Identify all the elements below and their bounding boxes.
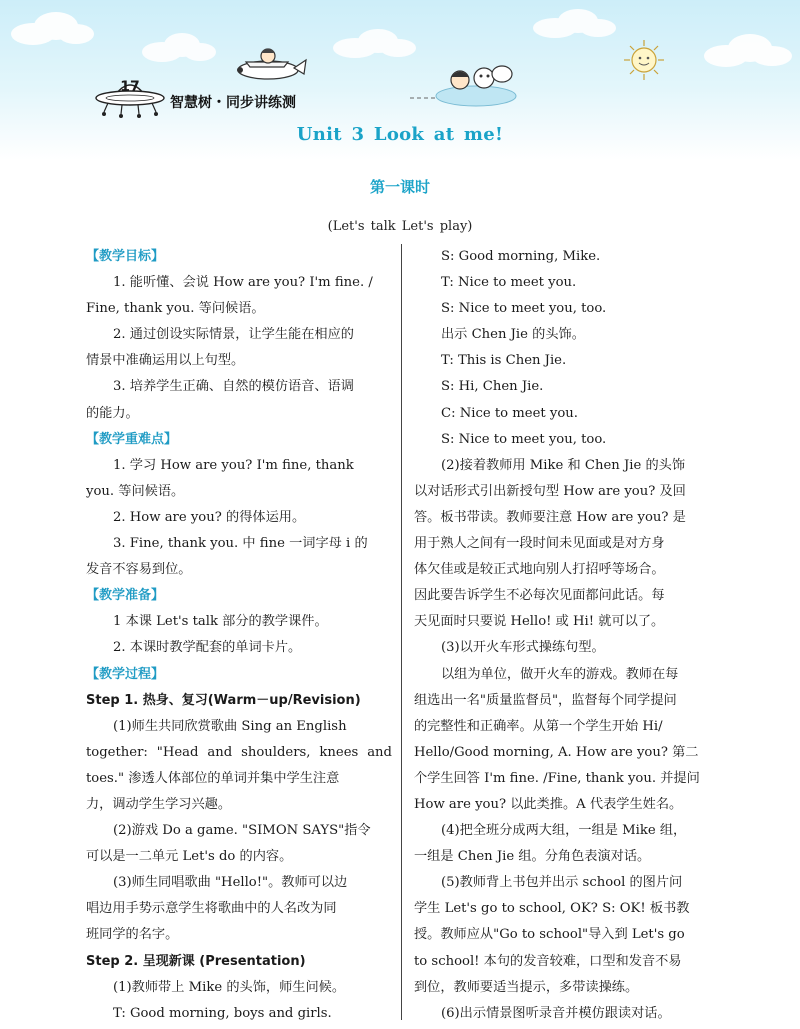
cloud-decoration: [8, 8, 98, 48]
text-line: 授。教师应从"Go to school"导入到 Let's go: [414, 927, 685, 943]
section-heading: 【教学重难点】: [86, 431, 178, 447]
text-line: (3)以开火车形式操练句型。: [441, 640, 605, 656]
text-line: T: Good morning, boys and girls.: [113, 1005, 332, 1021]
text-line: 出示 Chen Jie 的头饰。: [441, 327, 585, 343]
text-line: 班同学的名字。: [86, 927, 179, 943]
text-line: Fine, thank you. 等问候语。: [86, 301, 265, 317]
step-heading: Step 1. 热身、复习(Warm－up/Revision): [86, 692, 361, 708]
text-line: Hello/Good morning, A. How are you? 第二: [414, 744, 699, 760]
text-line: (1)师生共同欣赏歌曲 Sing an English: [113, 718, 347, 734]
column-divider: [401, 244, 402, 1020]
text-line: 3. 培养学生正确、自然的模仿语音、语调: [113, 379, 354, 395]
text-line: T: Nice to meet you.: [441, 275, 577, 291]
text-line: T: This is Chen Jie.: [441, 353, 567, 369]
text-line: 可以是一二单元 Let's do 的内容。: [86, 849, 293, 865]
text-line: 以组为单位，做开火车的游戏。教师在每: [441, 666, 679, 682]
text-line: (6)出示情景图听录音并模仿跟读对话。: [441, 1005, 671, 1021]
text-line: 学生 Let's go to school, OK? S: OK! 板书教: [414, 901, 690, 917]
section-heading: 【教学目标】: [86, 249, 165, 264]
page-header: [0, 0, 800, 160]
text-line: 到位，教师要适当提示，多带读操练。: [414, 979, 639, 995]
text-line: 用于熟人之间有一段时间未见面或是对方身: [414, 536, 665, 552]
text-line: (2)游戏 Do a game. "SIMON SAYS"指令: [113, 823, 371, 839]
text-line: 2. How are you? 的得体运用。: [113, 509, 306, 525]
text-line: S: Nice to meet you, too.: [441, 301, 607, 317]
text-line: S: Nice to meet you, too.: [441, 431, 607, 447]
cloud-decoration: [530, 6, 620, 42]
airplane-illustration-icon: [228, 40, 308, 90]
text-line: 力，调动学生学习兴趣。: [86, 796, 232, 812]
unit-title: Unit 3 Look at me!: [296, 124, 504, 145]
text-line: 情景中准确运用以上句型。: [86, 353, 245, 369]
lesson-title: 第一课时: [369, 178, 430, 196]
text-line: 1. 能听懂、会说 How are you? I'm fine. /: [113, 275, 373, 291]
text-line: 体欠佳或是较正式地向别人打招呼等场合。: [414, 562, 665, 578]
text-line: together: "Head and shoulders, knees and: [86, 744, 392, 760]
text-line: to school! 本句的发音较难，口型和发音不易: [414, 953, 682, 969]
text-line: 个学生回答 I'm fine. /Fine, thank you. 并提问: [414, 770, 700, 786]
text-line: 2. 本课时教学配套的单词卡片。: [113, 640, 302, 656]
left-column: [86, 244, 392, 1027]
step-heading: Step 2. 呈现新课 (Presentation): [86, 953, 306, 969]
text-line: 2. 通过创设实际情景，让学生能在相应的: [113, 327, 354, 343]
text-line: S: Hi, Chen Jie.: [441, 379, 544, 395]
children-illustration-icon: [410, 58, 520, 108]
text-line: (2)接着教师用 Mike 和 Chen Jie 的头饰: [441, 457, 686, 473]
section-heading: 【教学过程】: [86, 666, 165, 682]
text-line: (3)师生同唱歌曲 "Hello!"。教师可以边: [113, 875, 348, 891]
page-number: 17: [120, 79, 140, 95]
text-line: 发音不容易到位。: [86, 562, 192, 578]
text-line: 因此要告诉学生不必每次见面都问此话。每: [414, 588, 665, 604]
cloud-decoration: [330, 26, 420, 62]
text-line: 以对话形式引出新授句型 How are you? 及回: [414, 483, 686, 499]
text-line: 一组是 Chen Jie 组。分角色表演对话。: [414, 849, 651, 865]
text-line: 唱边用手势示意学生将歌曲中的人名改为同: [86, 901, 337, 917]
text-line: 组选出一名"质量监督员"，监督每个同学提问: [414, 692, 677, 708]
lesson-subtitle: (Let's talk Let's play): [327, 219, 473, 234]
text-line: you. 等问候语。: [86, 483, 185, 499]
text-line: (1)教师带上 Mike 的头饰，师生问候。: [113, 979, 346, 995]
text-line: 答。板书带读。教师要注意 How are you? 是: [414, 509, 686, 525]
cloud-decoration: [700, 30, 795, 70]
text-line: 的能力。: [86, 405, 139, 421]
cloud-decoration: [140, 30, 220, 64]
section-heading: 【教学准备】: [86, 588, 165, 604]
series-title: 智慧树・同步讲练测: [170, 95, 296, 111]
text-line: 1 本课 Let's talk 部分的教学课件。: [113, 614, 328, 630]
text-line: S: Good morning, Mike.: [441, 249, 601, 264]
text-line: toes." 渗透人体部位的单词并集中学生注意: [86, 770, 340, 786]
text-line: How are you? 以此类推。A 代表学生姓名。: [414, 796, 683, 812]
text-line: (4)把全班分成两大组，一组是 Mike 组，: [441, 823, 687, 839]
text-line: 的完整性和正确率。从第一个学生开始 Hi/: [414, 718, 663, 734]
text-line: 3. Fine, thank you. 中 fine 一词字母 i 的: [113, 536, 368, 552]
right-column: [414, 244, 720, 1027]
text-line: 1. 学习 How are you? I'm fine, thank: [113, 457, 354, 473]
text-line: 天见面时只要说 Hello! 或 Hi! 就可以了。: [414, 614, 665, 630]
text-line: (5)教师背上书包并出示 school 的图片问: [441, 875, 683, 891]
sun-icon: [622, 38, 666, 82]
text-line: C: Nice to meet you.: [441, 405, 578, 421]
